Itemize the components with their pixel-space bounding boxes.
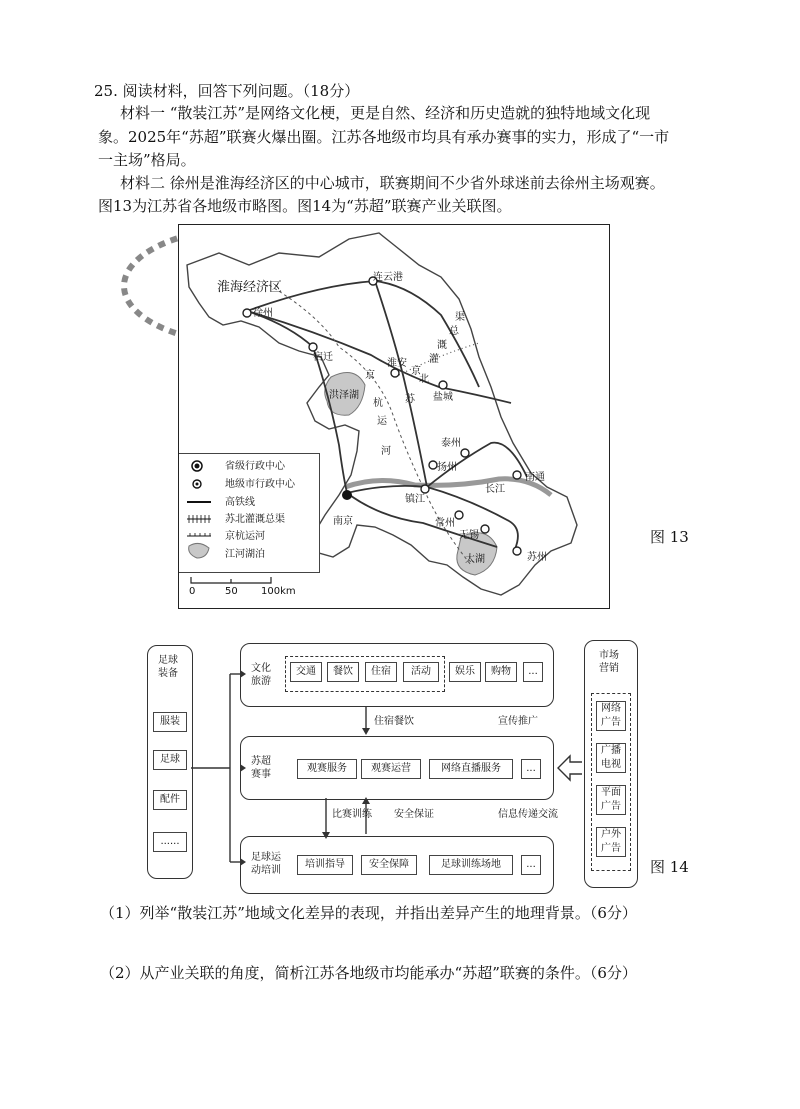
- culture-item: 交通: [290, 662, 322, 682]
- material-1-line-3: 一主场”格局。: [98, 151, 196, 169]
- legend-provincial: 省级行政中心: [225, 461, 285, 472]
- arrow-info: 信息传递交流: [498, 809, 558, 820]
- material-2-line-1: 材料二 徐州是淮海经济区的中心城市，联赛期间不少省外球迷前去徐州主场观赛。: [120, 174, 665, 192]
- equipment-box: [147, 645, 193, 879]
- irrig-char-qu: 渠: [455, 312, 465, 323]
- canal-char-jing: 京: [365, 370, 375, 381]
- culture-item: 住宿: [365, 662, 397, 682]
- equipment-item: 配件: [153, 790, 187, 810]
- city-nantong: 南通: [525, 472, 545, 483]
- league-title-2: 赛事: [251, 769, 271, 780]
- figure-13-label: 图 13: [650, 528, 689, 546]
- culture-item: 餐饮: [327, 662, 359, 682]
- culture-title-1: 文化: [251, 663, 271, 674]
- figure-14-label: 图 14: [650, 858, 689, 876]
- arrow-promo: 宣传推广: [498, 716, 538, 727]
- league-title-1: 苏超: [251, 756, 271, 767]
- material-2-line-2: 图13为江苏省各地级市略图。图14为“苏超”联赛产业关联图。: [98, 197, 512, 215]
- marketing-item-4: 户外 广告: [596, 827, 626, 857]
- legend-grand-canal: 京杭运河: [225, 531, 265, 542]
- city-nanjing: 南京: [333, 516, 353, 527]
- equipment-item: 足球: [153, 750, 187, 770]
- league-item: 观赛服务: [297, 759, 357, 779]
- equipment-title-1: 足球: [158, 655, 178, 666]
- city-changzhou: 常州: [435, 518, 455, 529]
- yangtze-label: 长江: [485, 484, 505, 495]
- city-wuxi: 无锡: [459, 530, 479, 541]
- question-1: （1）列举“散装江苏”地域文化差异的表现，并指出差异产生的地理背景。（6分）: [100, 904, 637, 922]
- canal-char-hang: 杭: [373, 398, 383, 409]
- equipment-item: ......: [153, 832, 187, 852]
- question-2: （2）从产业关联的角度，简析江苏各地级市均能承办“苏超”联赛的条件。（6分）: [100, 964, 637, 982]
- equipment-item: 服装: [153, 712, 187, 732]
- sub-char-bei: 北: [419, 374, 429, 385]
- canal-char-he: 河: [381, 446, 391, 457]
- question-header: 25. 阅读材料，回答下列问题。（18分）: [94, 82, 360, 100]
- map-legend: [179, 453, 320, 573]
- training-item: 培训指导: [297, 855, 353, 875]
- city-yancheng: 盐城: [433, 392, 453, 403]
- irrig-char-zong: 总: [449, 326, 459, 337]
- league-item: 网络直播服务: [429, 759, 513, 779]
- material-1-line-2: 象。2025年“苏超”联赛火爆出圈。江苏各地级市均具有承办赛事的实力，形成了“一市: [98, 128, 670, 146]
- city-suzhou: 苏州: [527, 552, 547, 563]
- equipment-title-2: 装备: [158, 668, 178, 679]
- culture-item: 活动: [403, 662, 439, 682]
- scale-end: 100km: [261, 586, 296, 597]
- marketing-item-3: 平面 广告: [596, 785, 626, 815]
- legend-north-canal: 苏北灌溉总渠: [225, 514, 285, 525]
- culture-item: ...: [523, 662, 543, 682]
- legend-hsr: 高铁线: [225, 497, 255, 508]
- league-item: ...: [521, 759, 541, 779]
- material-1-line-1: 材料一 “散装江苏”是网络文化梗，更是自然、经济和历史造就的独特地域文化现: [120, 104, 651, 122]
- figure-13-map: [178, 224, 610, 609]
- city-yangzhou: 扬州: [437, 462, 457, 473]
- training-item: ...: [521, 855, 541, 875]
- arrow-safety: 安全保证: [394, 809, 434, 820]
- scale-mid: 50: [225, 586, 238, 597]
- city-huaian: 淮安: [387, 358, 407, 369]
- hongze-lake-label: 洪泽湖: [329, 390, 359, 401]
- tai-lake-label: 太湖: [465, 554, 485, 565]
- city-suqian: 宿迁: [313, 352, 333, 363]
- culture-title-2: 旅游: [251, 676, 271, 687]
- canal-char-yun: 运: [377, 416, 387, 427]
- irrig-char-gai: 溉: [437, 340, 447, 351]
- marketing-box: [584, 640, 638, 888]
- city-zhenjiang: 镇江: [405, 494, 425, 505]
- culture-item: 娱乐: [449, 662, 481, 682]
- arrow-training: 比赛训练: [332, 809, 372, 820]
- legend-prefectural: 地级市行政中心: [225, 479, 295, 490]
- marketing-item-1: 网络 广告: [596, 701, 626, 731]
- huaihai-zone-label: 淮海经济区: [217, 280, 283, 295]
- canal-char-su: 苏: [405, 394, 415, 405]
- arrow-lodging: 住宿餐饮: [374, 716, 414, 727]
- city-taizhou: 泰州: [441, 438, 461, 449]
- training-item: 安全保障: [361, 855, 417, 875]
- training-title-2: 动培训: [251, 865, 281, 876]
- training-title-1: 足球运: [251, 852, 281, 863]
- culture-item: 购物: [485, 662, 517, 682]
- city-xuzhou: 徐州: [253, 308, 273, 319]
- training-item: 足球训练场地: [429, 855, 513, 875]
- marketing-title-2: 营销: [599, 663, 619, 674]
- city-lianyungang: 连云港: [373, 272, 403, 283]
- diagram-connectors: [190, 640, 590, 900]
- scale-zero: 0: [189, 586, 196, 597]
- sub-char-jing: 京: [411, 366, 421, 377]
- marketing-item-2: 广播 电视: [596, 743, 626, 773]
- legend-lakes: 江河湖泊: [225, 549, 265, 560]
- irrig-char-guan: 灌: [429, 354, 439, 365]
- league-item: 观赛运营: [361, 759, 421, 779]
- marketing-title-1: 市场: [599, 650, 619, 661]
